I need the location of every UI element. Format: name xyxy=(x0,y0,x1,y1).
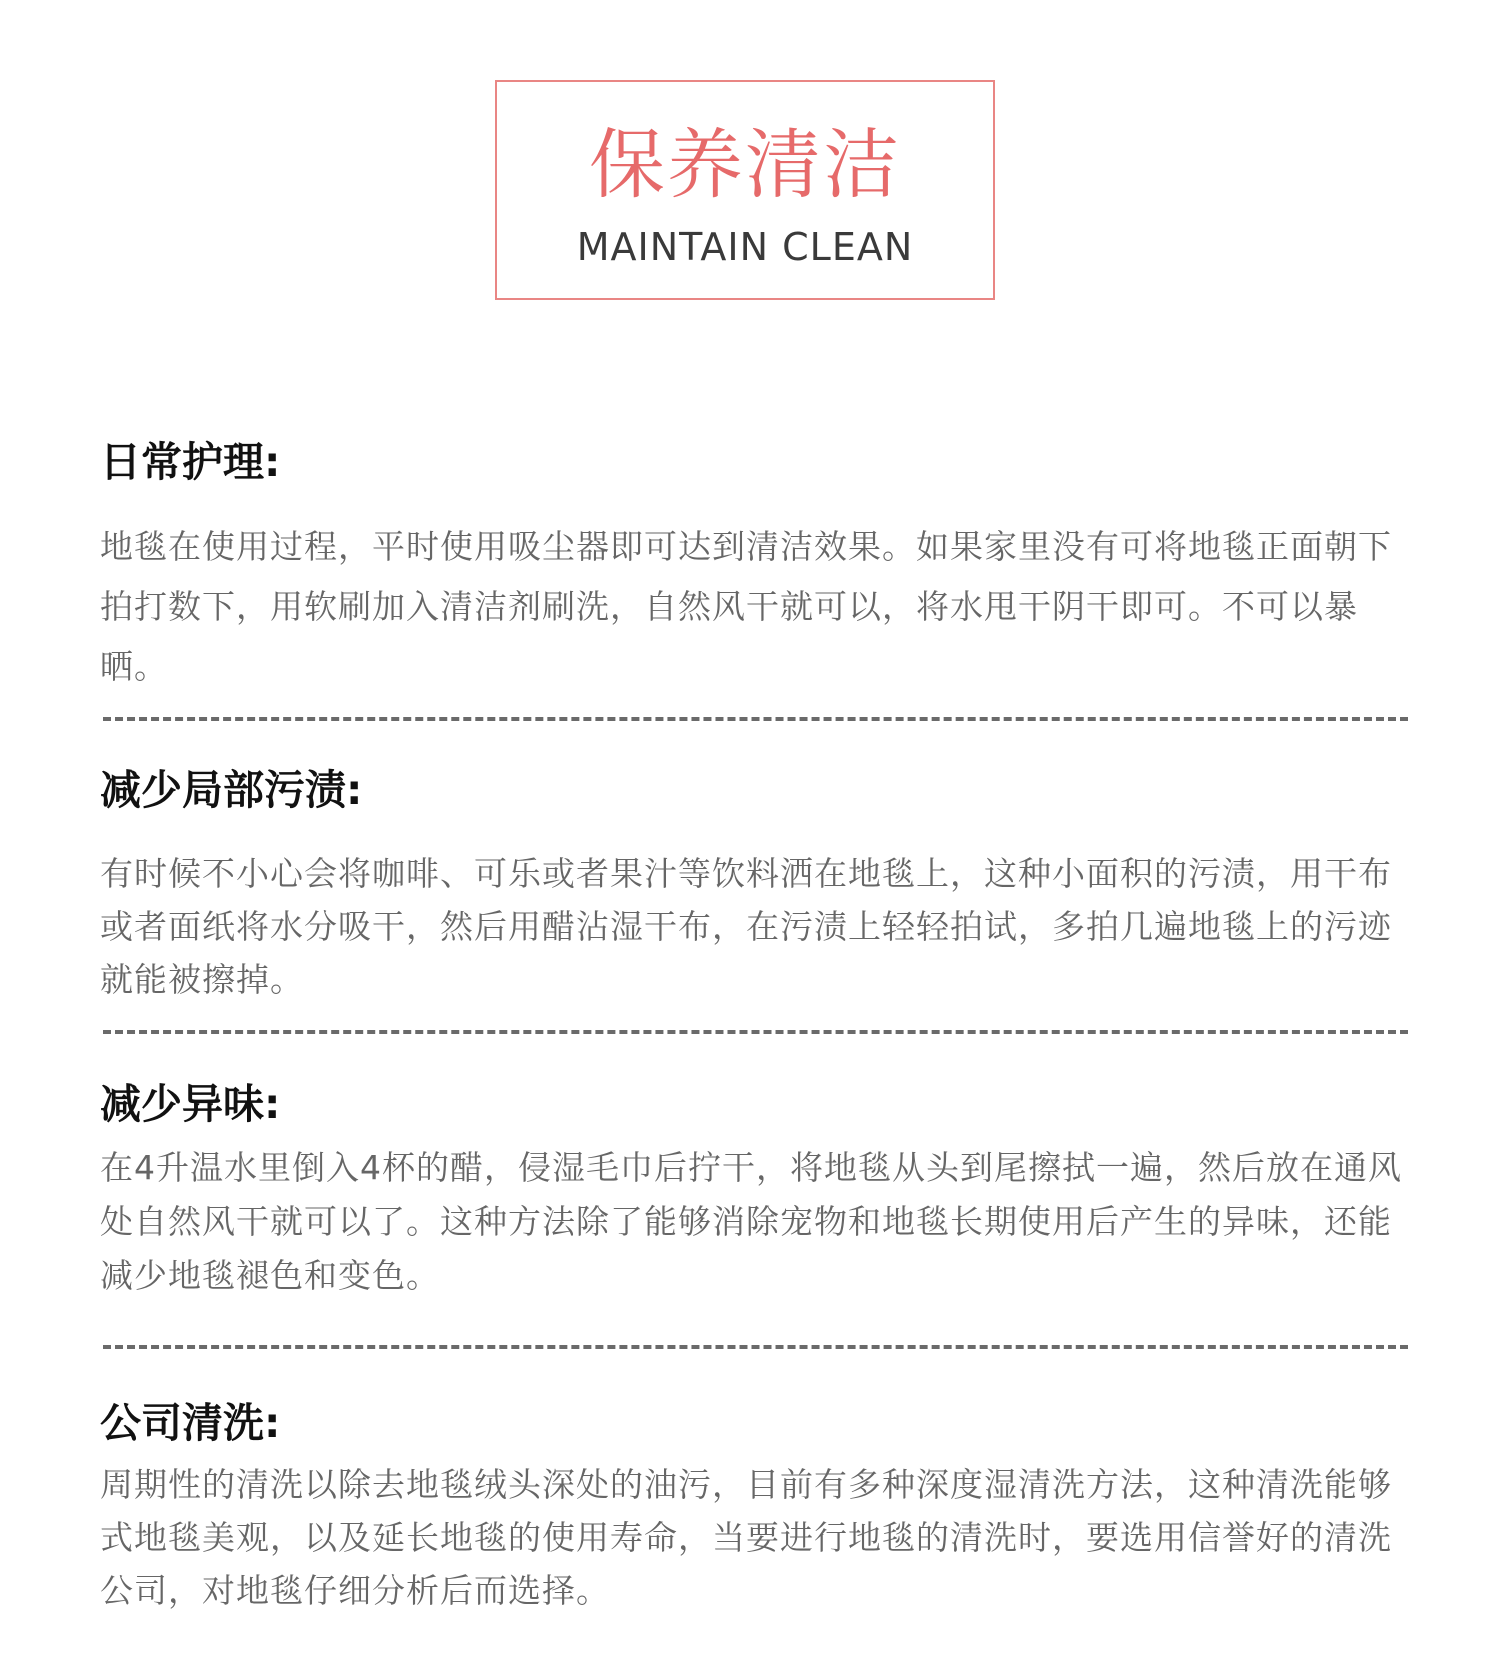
section-heading: 日常护理: xyxy=(100,438,281,486)
divider xyxy=(103,1345,1408,1349)
section-heading: 减少局部污渍: xyxy=(100,766,363,814)
divider xyxy=(103,717,1408,721)
section-body: 地毯在使用过程，平时使用吸尘器即可达到清洁效果。如果家里没有可将地毯正面朝下拍打数下，用软刷加入清洁剂刷洗，自然风干就可以，将水甩干阴干即可。不可以暴晒。 xyxy=(100,527,1392,686)
title-box xyxy=(495,80,995,300)
section-heading: 减少异味: xyxy=(100,1080,281,1128)
page-title: 保养清洁 xyxy=(589,120,901,209)
section-body: 在4升温水里倒入4杯的醋，侵湿毛巾后拧干，将地毯从头到尾擦拭一遍，然后放在通风处自然风干就可以了。这种方法除了能够消除宠物和地毯长期使用后产生的异味，还能减少地毯褪色和变色。 xyxy=(100,1148,1402,1295)
section-odor-reduction xyxy=(100,1077,1410,1303)
divider xyxy=(103,1030,1408,1034)
section-body: 周期性的清洗以除去地毯绒头深处的油污，目前有多种深度湿清洗方法，这种清洗能够式地毯美观，以及延长地毯的使用寿命，当要进行地毯的清洗时，要选用信誉好的清洗公司，对地毯仔细分析后而选择。 xyxy=(100,1465,1392,1610)
page-subtitle: MAINTAIN CLEAN xyxy=(576,225,914,269)
section-heading: 公司清洗: xyxy=(100,1399,281,1447)
section-professional-cleaning xyxy=(100,1396,1410,1617)
section-local-stains xyxy=(100,763,1410,1006)
section-body: 有时候不小心会将咖啡、可乐或者果汁等饮料洒在地毯上，这种小面积的污渍，用干布或者面纸将水分吸干，然后用醋沾湿干布，在污渍上轻轻拍试，多拍几遍地毯上的污迹就能被擦掉。 xyxy=(100,854,1392,999)
section-daily-care xyxy=(100,435,1410,697)
